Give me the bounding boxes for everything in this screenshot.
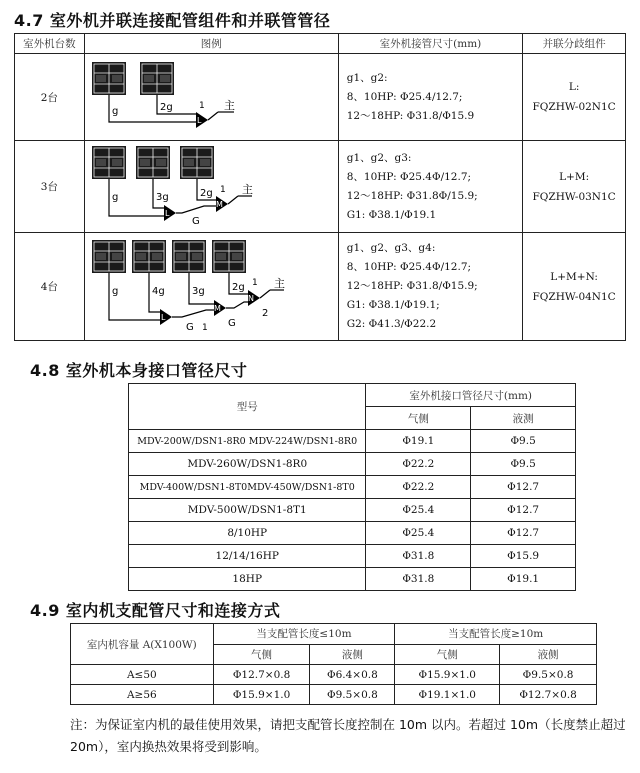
- col-header: 室外机台数: [15, 34, 85, 54]
- pipe-label: 2g: [200, 188, 213, 199]
- unit-count: 4台: [15, 233, 85, 341]
- component-model: FQZHW-03N1C: [532, 190, 616, 203]
- unit-count: 2台: [15, 54, 85, 141]
- value-cell: Φ6.4×0.8: [310, 665, 395, 685]
- spec-line: 12～18HP: Φ31.8Φ/15.9;: [346, 189, 478, 202]
- value-cell: Φ15.9×1.0: [213, 685, 310, 705]
- main-label: 主: [242, 183, 254, 196]
- liquid-cell: Φ15.9: [471, 545, 576, 568]
- col-header: 室外机接管尺寸(mm): [338, 34, 523, 54]
- table-header-row: [71, 624, 597, 645]
- table-row: [71, 665, 597, 685]
- capacity-cell: A≤50: [71, 665, 214, 685]
- main-label: 主: [274, 277, 286, 290]
- pipe-label: 2g: [232, 282, 245, 293]
- capacity-cell: A≥56: [71, 685, 214, 705]
- section-49-title: 4.9 室内机支配管尺寸和连接方式: [30, 601, 281, 620]
- table-row: [129, 453, 576, 476]
- table-row: [15, 141, 626, 233]
- pipe-label: G: [192, 216, 200, 227]
- branch-component: [523, 233, 626, 341]
- spec-line: G1: Φ38.1/Φ19.1;: [346, 299, 440, 311]
- joint-label: M: [214, 304, 222, 313]
- table-row: [71, 685, 597, 705]
- pipe-label: 1: [202, 323, 208, 333]
- model-cell: MDV-400W/DSN1-8T0MDV-450W/DSN1-8T0: [129, 476, 366, 499]
- component-code: L+M+N:: [550, 270, 598, 283]
- value-cell: Φ9.5×0.8: [500, 665, 597, 685]
- table-header-row: [129, 384, 576, 407]
- value-cell: Φ12.7×0.8: [213, 665, 310, 685]
- branch-component: [523, 54, 626, 141]
- table-row: [129, 545, 576, 568]
- component-code: L+M:: [559, 170, 590, 183]
- table-row: [129, 568, 576, 591]
- table-row: [129, 522, 576, 545]
- pipe-label: 3g: [192, 286, 205, 297]
- col-header-gas: 气侧: [213, 644, 310, 665]
- table-row: [15, 54, 626, 141]
- pipe-label: 1: [252, 278, 258, 288]
- joint-label: N: [248, 294, 255, 303]
- table-row: [129, 499, 576, 522]
- diagram-4-units: [86, 234, 336, 336]
- pipe-label: g: [112, 286, 119, 297]
- spec-line: 8、10HP: Φ25.4/12.7;: [346, 90, 463, 103]
- model-cell: 18HP: [129, 568, 366, 591]
- table-header-row: [15, 34, 626, 54]
- table-row: [15, 233, 626, 341]
- col-header-long: 当支配管长度≥10m: [395, 624, 597, 645]
- table-row: [129, 430, 576, 453]
- liquid-cell: Φ12.7: [471, 476, 576, 499]
- pipe-label: 3g: [156, 192, 169, 203]
- gas-cell: Φ22.2: [366, 453, 471, 476]
- gas-cell: Φ22.2: [366, 476, 471, 499]
- branch-component: [523, 141, 626, 233]
- liquid-cell: Φ19.1: [471, 568, 576, 591]
- col-header-liquid: 液侧: [310, 644, 395, 665]
- col-header-gas: 气侧: [395, 644, 500, 665]
- value-cell: Φ19.1×1.0: [395, 685, 500, 705]
- component-code: L:: [568, 81, 580, 93]
- pipe-label: g: [112, 105, 119, 117]
- spec-line: G2: Φ41.3/Φ22.2: [346, 318, 437, 330]
- parallel-piping-table: [14, 33, 626, 341]
- spec-line: g1、g2、g3、g4:: [346, 242, 436, 254]
- gas-cell: Φ25.4: [366, 499, 471, 522]
- model-cell: 12/14/16HP: [129, 545, 366, 568]
- model-cell: MDV-200W/DSN1-8R0 MDV-224W/DSN1-8R0: [129, 430, 366, 453]
- liquid-cell: Φ9.5: [471, 430, 576, 453]
- model-cell: 8/10HP: [129, 522, 366, 545]
- gas-cell: Φ31.8: [366, 568, 471, 591]
- footnote: 注：为保证室内机的最佳使用效果，请把支配管长度控制在 10m 以内。若超过 10m（长度禁止超过 20m），室内换热效果将受到影响。: [70, 717, 626, 754]
- col-header: 并联分歧组件: [523, 34, 626, 54]
- gas-cell: Φ25.4: [366, 522, 471, 545]
- pipe-size-spec: [338, 54, 523, 141]
- col-header-liquid: 液侧: [500, 644, 597, 665]
- diagram-3-units: [86, 142, 336, 228]
- pipe-label: 4g: [152, 286, 165, 297]
- col-header-short: 当支配管长度≤10m: [213, 624, 395, 645]
- spec-line: 8、10HP: Φ25.4Φ/12.7;: [346, 170, 472, 183]
- outdoor-interface-table: [128, 383, 576, 591]
- diagram-2-units: [86, 56, 336, 136]
- col-header-capacity: 室内机容量 A(X100W): [71, 624, 214, 665]
- joint-label: L: [161, 313, 166, 322]
- spec-line: 12～18HP: Φ31.8/Φ15.9;: [346, 280, 478, 292]
- value-cell: Φ12.7×0.8: [500, 685, 597, 705]
- value-cell: Φ9.5×0.8: [310, 685, 395, 705]
- pipe-label: 2g: [160, 101, 173, 113]
- col-header-liquid: 液测: [471, 407, 576, 430]
- pipe-label: G: [186, 322, 194, 333]
- col-header-size: 室外机接口管径尺寸(mm): [366, 384, 576, 407]
- indoor-branch-table: [70, 623, 597, 705]
- liquid-cell: Φ12.7: [471, 522, 576, 545]
- pipe-size-spec: [338, 233, 523, 341]
- section-48-title: 4.8 室外机本身接口管径尺寸: [30, 361, 248, 380]
- value-cell: Φ15.9×1.0: [395, 665, 500, 685]
- section-47-title: 4.7 室外机并联连接配管组件和并联管管径: [14, 11, 331, 30]
- component-model: FQZHW-02N1C: [532, 101, 616, 113]
- piping-diagram: [84, 54, 338, 141]
- spec-line: 8、10HP: Φ25.4Φ/12.7;: [346, 261, 472, 273]
- pipe-label: G: [228, 318, 236, 329]
- gas-cell: Φ31.8: [366, 545, 471, 568]
- pipe-label: 1: [199, 100, 205, 111]
- main-label: 主: [224, 98, 236, 112]
- unit-count: 3台: [15, 141, 85, 233]
- pipe-label: 2: [262, 308, 269, 319]
- col-header-gas: 气侧: [366, 407, 471, 430]
- liquid-cell: Φ9.5: [471, 453, 576, 476]
- piping-diagram: [84, 141, 338, 233]
- spec-line: G1: Φ38.1/Φ19.1: [346, 208, 437, 221]
- pipe-label: g: [112, 192, 119, 203]
- col-header: 图例: [84, 34, 338, 54]
- model-cell: MDV-500W/DSN1-8T1: [129, 499, 366, 522]
- joint-label: L: [165, 209, 170, 218]
- component-model: FQZHW-04N1C: [532, 290, 616, 303]
- table-row: [129, 476, 576, 499]
- gas-cell: Φ19.1: [366, 430, 471, 453]
- joint-label: M: [216, 200, 224, 209]
- col-header-model: 型号: [129, 384, 366, 430]
- pipe-size-spec: [338, 141, 523, 233]
- liquid-cell: Φ12.7: [471, 499, 576, 522]
- pipe-label: 1: [220, 185, 226, 195]
- spec-line: g1、g2、g3:: [346, 151, 412, 164]
- spec-line: g1、g2:: [346, 71, 388, 84]
- piping-diagram: [84, 233, 338, 341]
- spec-line: 12～18HP: Φ31.8/Φ15.9: [346, 109, 475, 122]
- joint-label: L: [197, 115, 202, 125]
- model-cell: MDV-260W/DSN1-8R0: [129, 453, 366, 476]
